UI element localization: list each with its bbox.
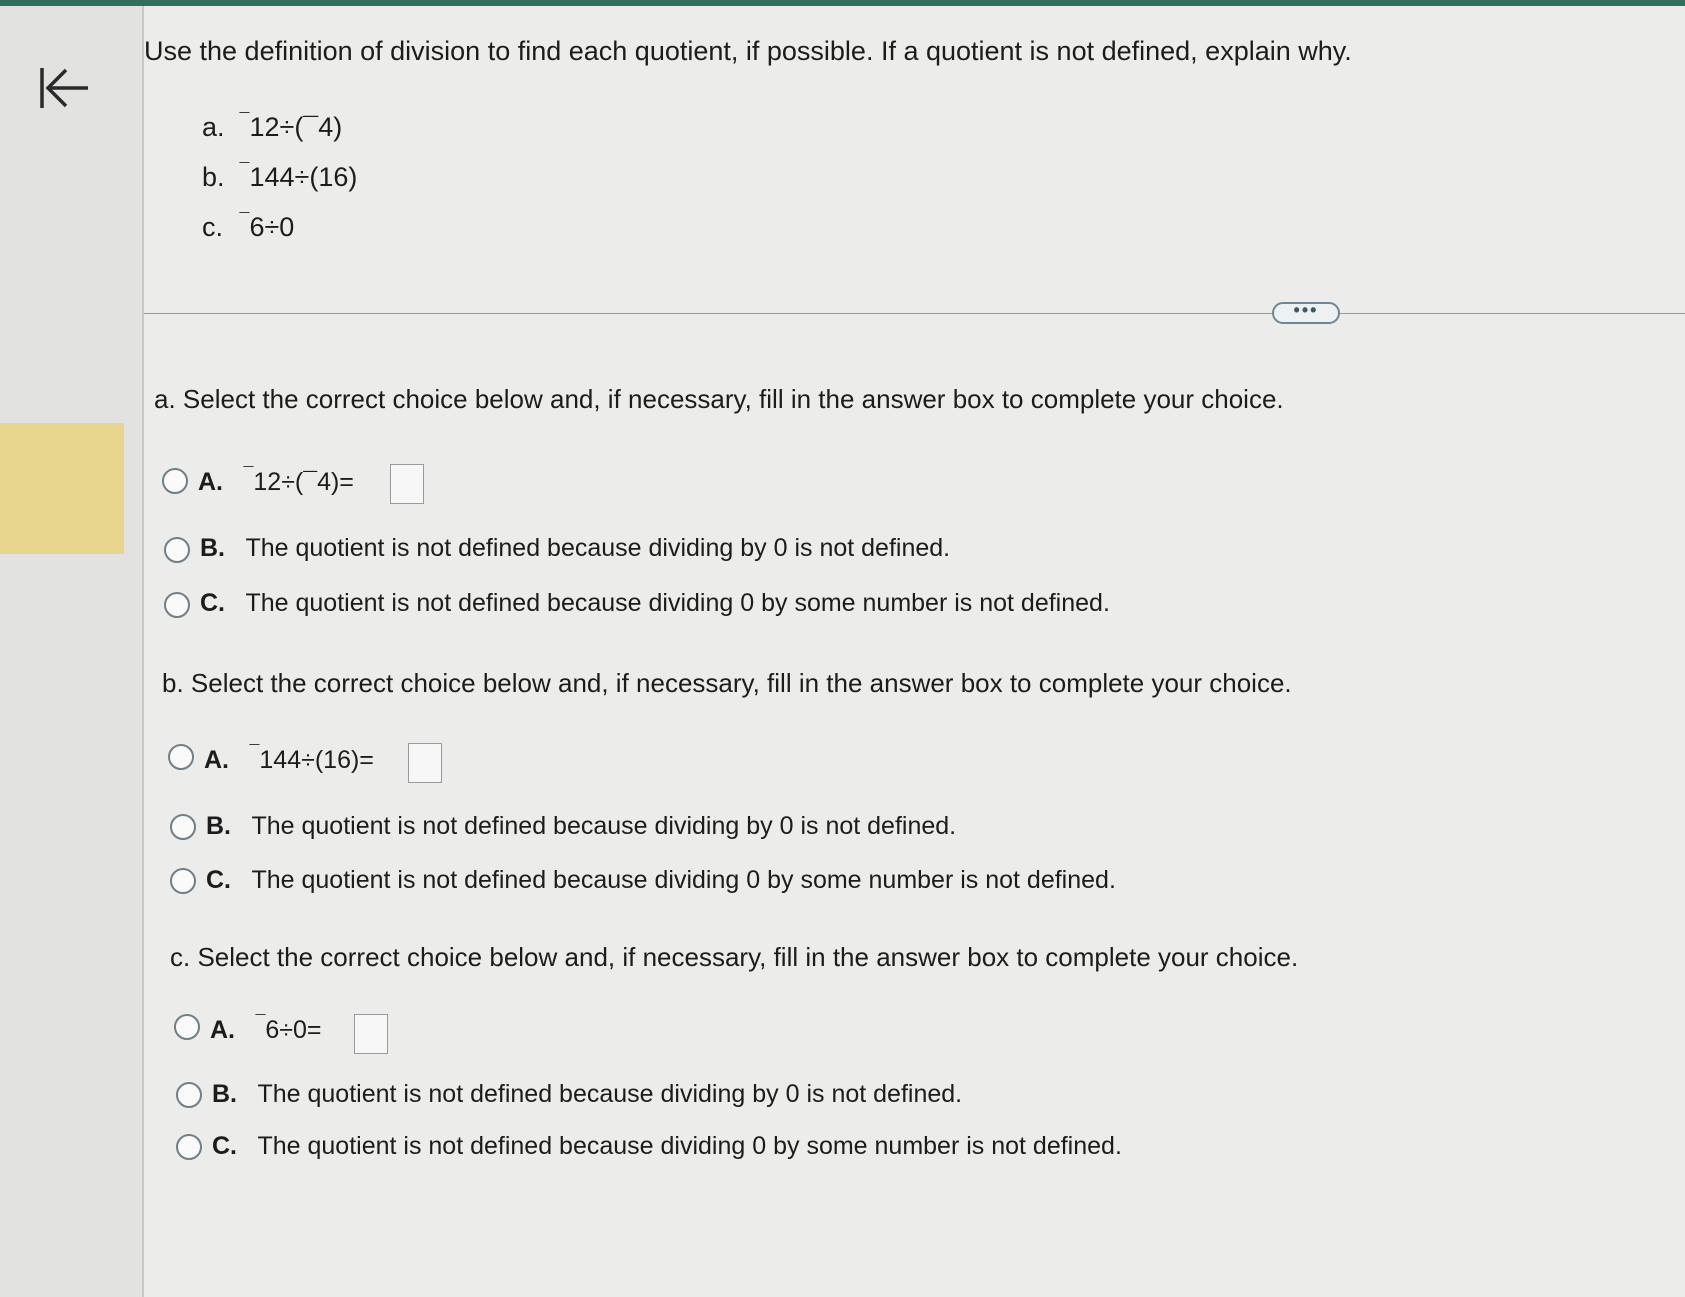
option-letter: C. — [212, 1132, 237, 1160]
negative-mark: ¯ — [255, 1012, 266, 1032]
negative-mark: ¯ — [239, 110, 250, 130]
negative-mark: ¯ — [239, 210, 250, 230]
problem-b-expression: 144÷(16) — [249, 162, 358, 192]
part-c-option-b-text: The quotient is not defined because dividing by 0 is not defined. — [257, 1080, 963, 1108]
problem-c-letter: c. — [202, 212, 224, 242]
part-b-option-c[interactable] — [206, 866, 1116, 895]
problem-b — [202, 160, 357, 193]
current-question-highlight — [0, 423, 124, 554]
problem-a-letter: a. — [202, 112, 225, 142]
part-c-option-c-text: The quotient is not defined because dividing 0 by some number is not defined. — [257, 1132, 1122, 1160]
part-a-option-b-text: The quotient is not defined because dividing by 0 is not defined. — [245, 534, 951, 562]
left-rail — [0, 6, 144, 1297]
problem-c-expression: 6÷0 — [249, 212, 295, 242]
back-to-start-icon[interactable] — [36, 64, 92, 116]
option-letter: B. — [206, 812, 231, 840]
part-a-prompt: a. Select the correct choice below and, if necessary, fill in the answer box to complete your choice. — [154, 384, 1284, 414]
option-letter: A. — [210, 1016, 235, 1044]
part-b-option-b-radio[interactable] — [170, 814, 196, 840]
part-c-option-a-expression: 6÷0= — [265, 1016, 322, 1044]
part-b-option-b[interactable] — [206, 812, 956, 841]
problem-b-letter: b. — [202, 162, 225, 192]
option-letter: C. — [206, 866, 231, 894]
part-b-prompt: b. Select the correct choice below and, if necessary, fill in the answer box to complete your choice. — [162, 668, 1292, 698]
question-panel — [144, 6, 1685, 1297]
option-letter: A. — [198, 468, 223, 496]
negative-mark: ¯ — [239, 160, 250, 180]
part-b-option-c-radio[interactable] — [170, 868, 196, 894]
part-b-answer-box[interactable] — [408, 743, 442, 783]
part-a-option-b[interactable] — [200, 534, 950, 563]
problem-a — [202, 110, 342, 143]
part-b-option-a-radio[interactable] — [168, 744, 194, 770]
part-c-option-c[interactable] — [212, 1132, 1122, 1161]
expand-more-button[interactable]: ••• — [1272, 302, 1340, 324]
option-letter: B. — [200, 534, 225, 562]
option-letter: B. — [212, 1080, 237, 1108]
part-a-option-a-expression: 12÷(¯4)= — [253, 468, 354, 496]
part-b-option-a[interactable] — [204, 742, 374, 775]
part-a-option-a-radio[interactable] — [162, 468, 188, 494]
part-c-option-a[interactable] — [210, 1012, 322, 1045]
option-letter: A. — [204, 746, 229, 774]
option-letter: C. — [200, 589, 225, 617]
instructions-text: Use the definition of division to find each quotient, if possible. If a quotient is not defined, explain why. — [144, 36, 1352, 66]
part-a-option-c-text: The quotient is not defined because dividing 0 by some number is not defined. — [245, 589, 1110, 617]
section-divider — [144, 313, 1685, 314]
part-a-answer-box[interactable] — [390, 464, 424, 504]
negative-mark: ¯ — [249, 742, 260, 762]
part-c-answer-box[interactable] — [354, 1014, 388, 1054]
part-c-option-b[interactable] — [212, 1080, 962, 1109]
problem-c — [202, 210, 294, 243]
part-a-option-c-radio[interactable] — [164, 592, 190, 618]
part-b-option-b-text: The quotient is not defined because dividing by 0 is not defined. — [251, 812, 957, 840]
negative-mark: ¯ — [243, 464, 254, 484]
part-a-option-a[interactable] — [198, 464, 354, 497]
problem-a-expression: 12÷(¯4) — [249, 112, 343, 142]
part-c-option-b-radio[interactable] — [176, 1082, 202, 1108]
part-a-option-b-radio[interactable] — [164, 537, 190, 563]
part-b-option-c-text: The quotient is not defined because dividing 0 by some number is not defined. — [251, 866, 1116, 894]
part-c-option-a-radio[interactable] — [174, 1014, 200, 1040]
part-b-option-a-expression: 144÷(16)= — [259, 746, 374, 774]
part-c-option-c-radio[interactable] — [176, 1134, 202, 1160]
part-a-option-c[interactable] — [200, 589, 1110, 618]
part-c-prompt: c. Select the correct choice below and, if necessary, fill in the answer box to complete your choice. — [170, 942, 1299, 972]
